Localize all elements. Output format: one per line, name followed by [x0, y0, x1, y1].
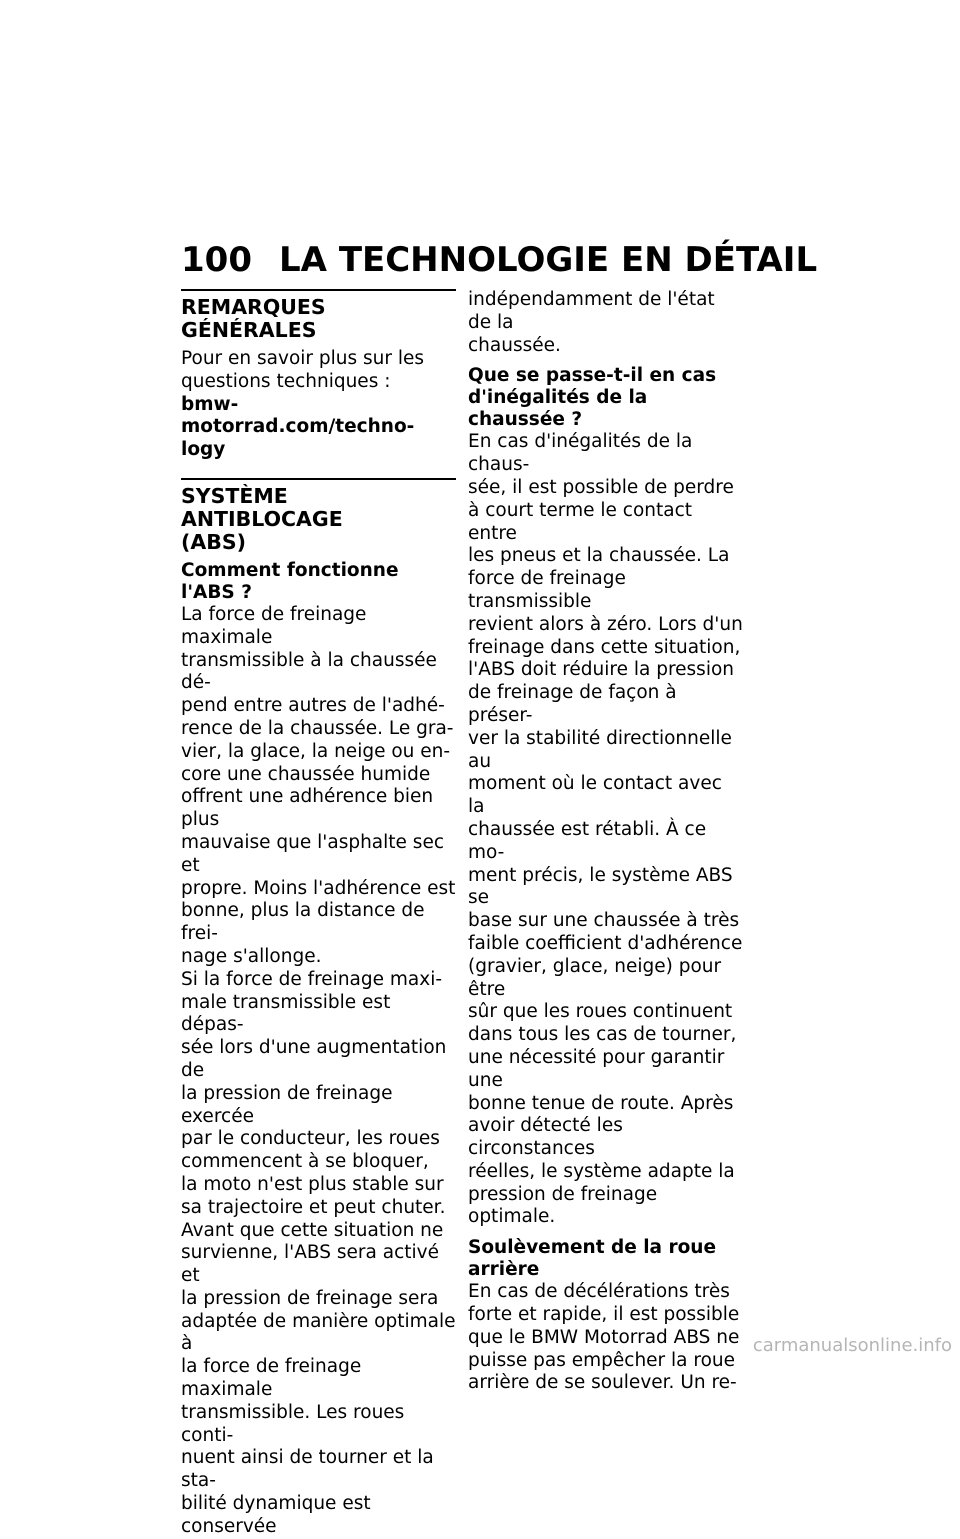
abs-question-heading: Comment fonctionne l'ABS ? [181, 559, 399, 603]
abs-paragraph-1: La force de freinage maximale transmissible à la chaussée dé- pend entre autres de l'adhé- rence de la chaussée. Le gra- vier, la glace, la neige ou en- core une chaussée humide offrent une adhérence bien plus mauvaise que l'asphalte sec et propre. Moins l'adhérence est bonne, plus la distance de frei- nage s'allonge. [181, 603, 456, 967]
uneven-road-heading: Que se passe-t-il en cas d'inégalités de la chaussée ? [468, 365, 717, 431]
abs-section-heading: SYSTÈME ANTIBLOCAGE (ABS) [181, 483, 343, 554]
abs-continuation-text: indépendamment de l'état de la chaussée. [468, 289, 715, 356]
general-remarks-heading: REMARQUES GÉNÉRALES [181, 295, 326, 342]
chapter-title: LA TECHNOLOGIE EN DÉTAIL [279, 240, 818, 280]
abs-paragraph-2: Si la force de freinage maxi- male transmissible est dépas- sée lors d'une augmentation de la pression de freinage exercée par le conducteur, les roues commencent à se bloquer, la moto n'est plus stable sur sa trajectoire et peut chuter. Avant que cette situation ne survienne, l'ABS sera activé et la pression de freinage sera adaptée de manière optimale à la force de freinage maximale transmissible. Les roues conti- nuent ainsi de tourner et la sta- bilité dynamique est conservée [181, 968, 456, 1537]
section-divider [181, 289, 456, 291]
page-number: 100 [181, 240, 252, 280]
page-header [181, 240, 818, 280]
section-divider [181, 478, 456, 480]
watermark-url: carmanualsonline.info [752, 1335, 952, 1356]
left-column [181, 289, 456, 1539]
uneven-road-paragraph: En cas d'inégalités de la chaus- sée, il est possible de perdre à court terme le contact entre les pneus et la chaussée. La force de freinage transmissible revient alors à zéro. Lors d'un freinage dans cette situation, l'ABS doit réduire la pression de freinage de façon à préser- ver la stabilité directionnelle au moment où le contact avec la chaussée est rétabli. À ce mo- ment précis, le système ABS se base sur une chaussée à très faible coefficient d'adhérence (gravier, glace, neige) pour être sûr que les roues continuent dans tous les cas de tourner, une nécessité pour garantir une bonne tenue de route. Après avoir détecté les circonstances réelles, le système adapte la pression de freinage optimale. [468, 431, 743, 1228]
rear-wheel-lift-paragraph: En cas de décélérations très forte et rapide, il est possible que le BMW Motorrad ABS ne puisse pas empêcher la roue arrière de se soulever. Un re- [468, 1281, 740, 1394]
general-remarks-intro: Pour en savoir plus sur les questions techniques : [181, 348, 425, 392]
technology-website-link[interactable]: bmw-motorrad.com/techno- logy [181, 393, 415, 461]
rear-wheel-lift-heading: Soulèvement de la roue arrière [468, 1237, 717, 1281]
right-column [468, 289, 743, 1395]
